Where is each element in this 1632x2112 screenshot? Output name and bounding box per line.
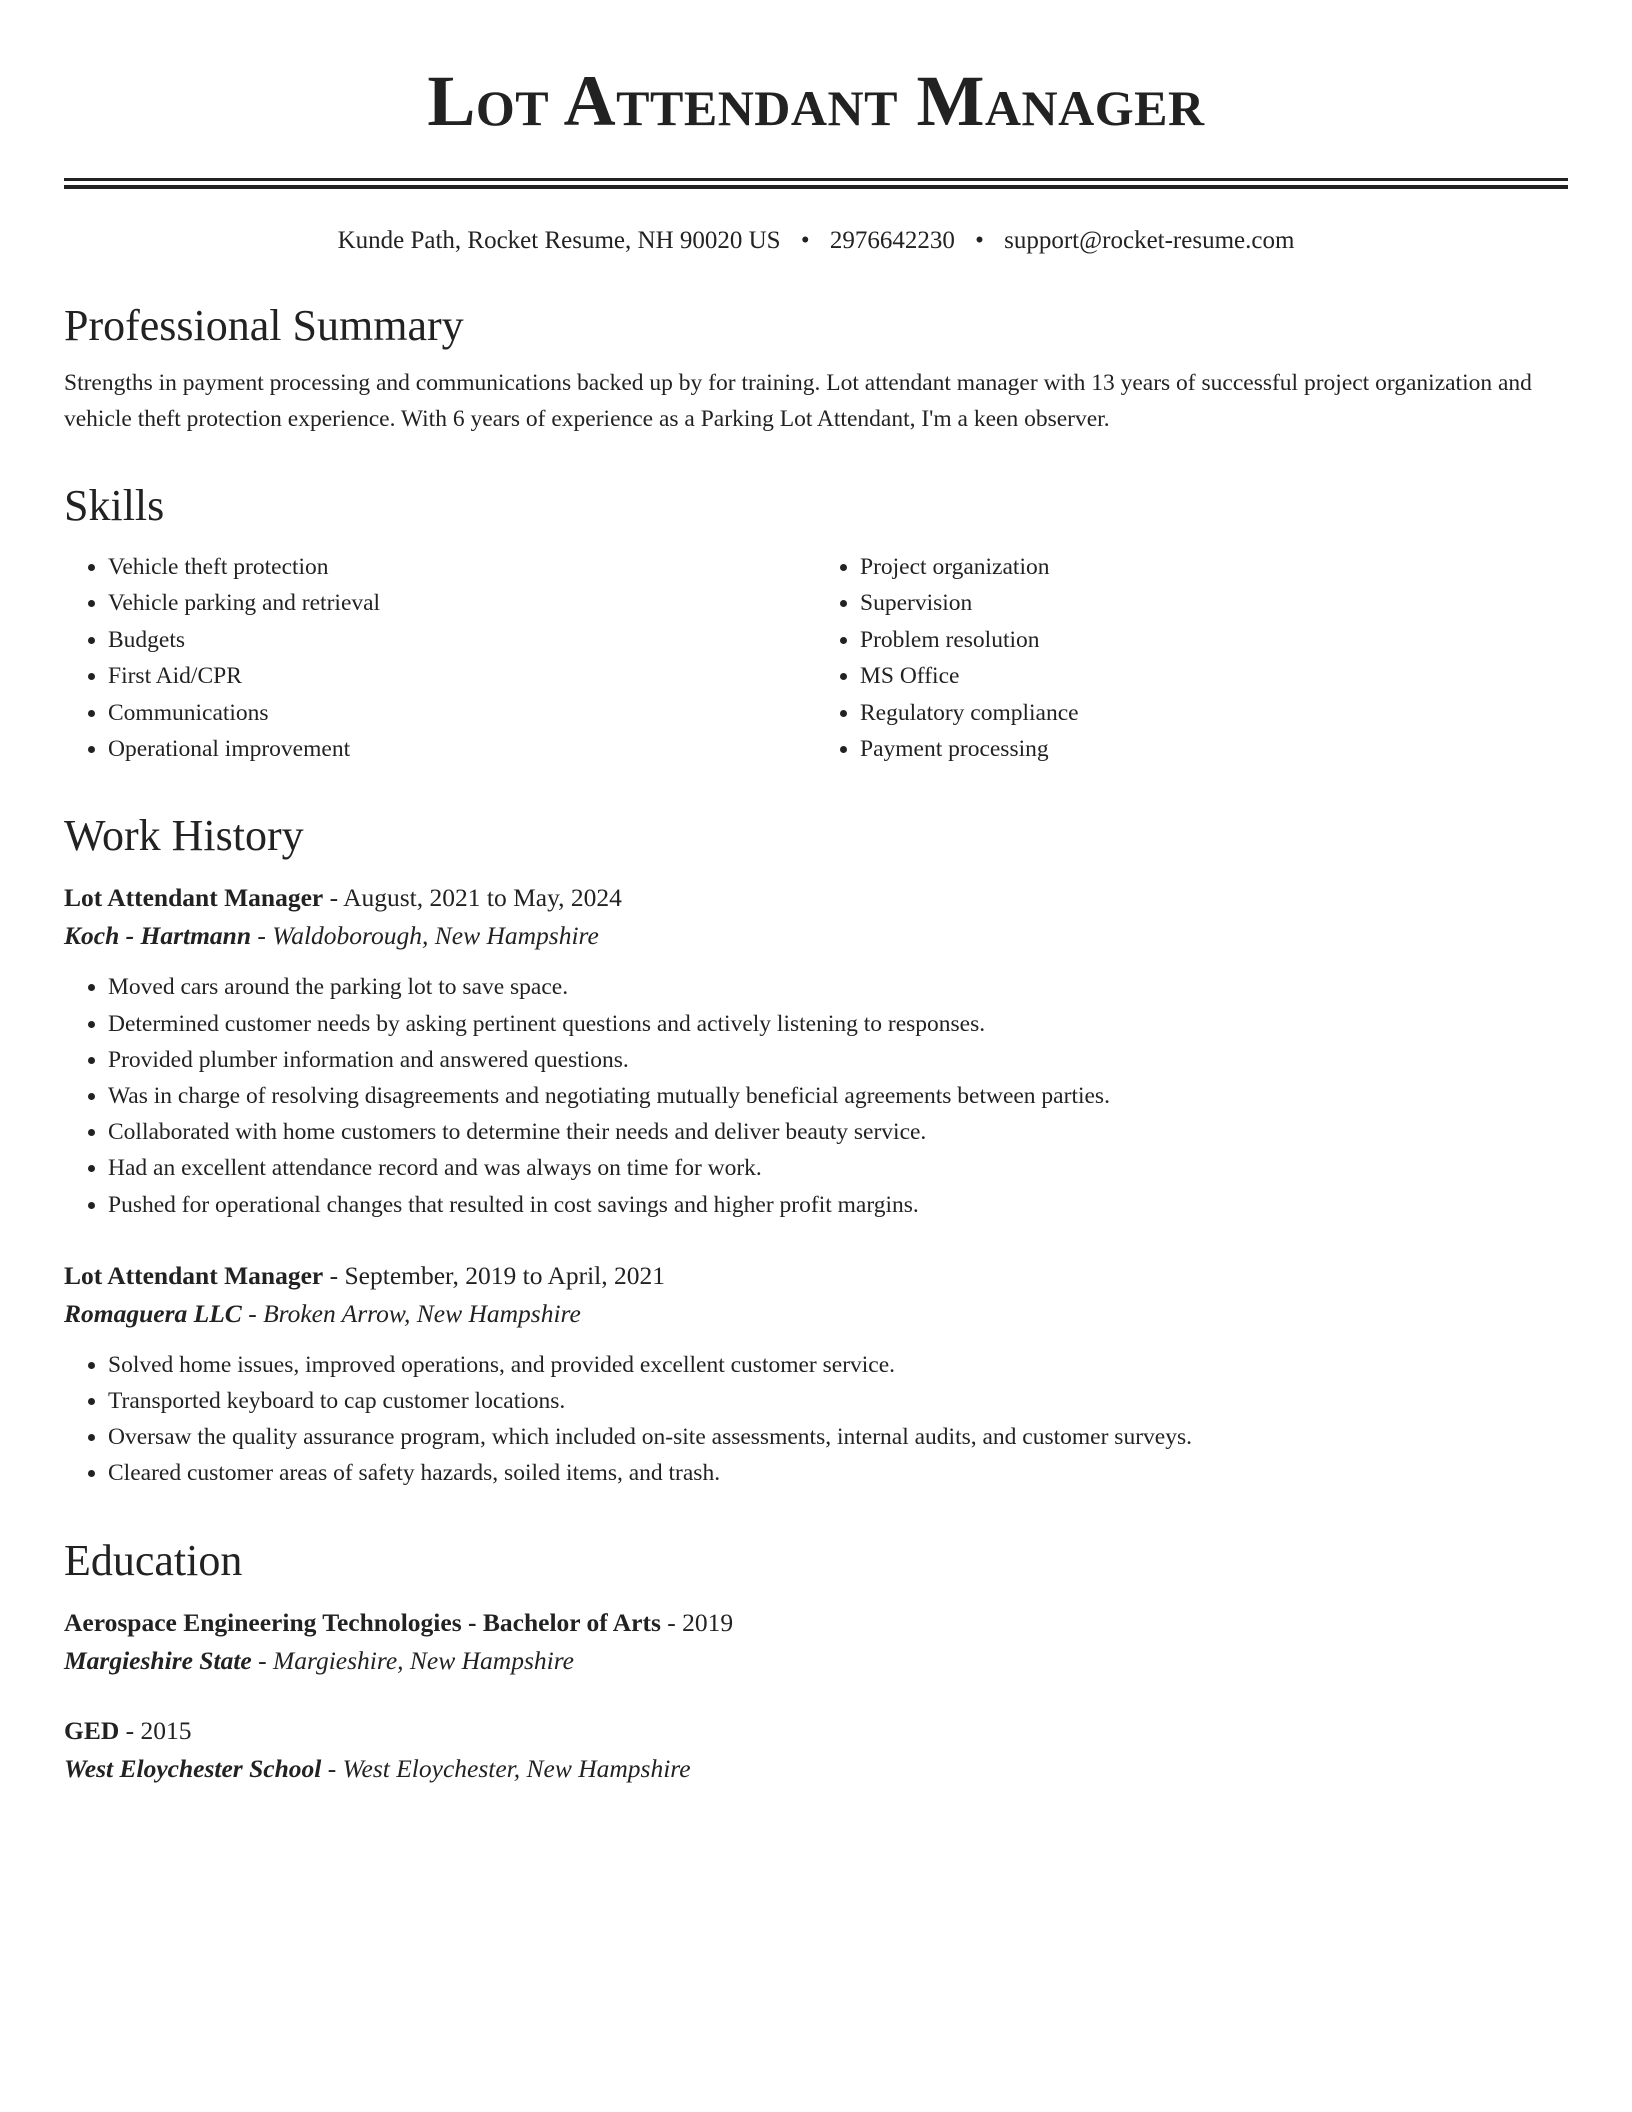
summary-heading: Professional Summary <box>64 301 464 350</box>
skills-heading: Skills <box>64 481 165 530</box>
education-heading: Education <box>64 1535 243 1585</box>
education-degree: GED <box>64 1715 120 1745</box>
skill-item: • First Aid/CPR <box>108 658 816 694</box>
header-divider <box>64 178 1568 189</box>
skill-item: • Problem resolution <box>860 622 1568 658</box>
skill-item: • Payment processing <box>860 731 1568 767</box>
job-company-line: Koch - Hartmann - Waldoborough, New Hampshire <box>64 921 599 951</box>
job-dates: September, 2019 to April, 2021 <box>344 1260 666 1290</box>
contact-separator: • <box>800 227 810 254</box>
work-history-heading: Work History <box>64 811 304 861</box>
job-dates: August, 2021 to May, 2024 <box>343 883 622 913</box>
skill-item: • Project organization <box>860 549 1568 585</box>
duty-item: • Solved home issues, improved operations, and provided excellent customer service. <box>108 1347 1568 1383</box>
duty-item: • Collaborated with home customers to determine their needs and deliver beauty service. <box>108 1114 1568 1150</box>
contact-address: Kunde Path, Rocket Resume, NH 90020 US <box>337 227 781 254</box>
skill-item: • Budgets <box>108 622 816 658</box>
duty-item: • Moved cars around the parking lot to save space. <box>108 969 1568 1005</box>
education-location: Margieshire, New Hampshire <box>272 1645 575 1675</box>
skills-list <box>64 549 1568 767</box>
contact-line <box>64 225 1568 257</box>
education-school-line: West Eloychester School - West Eloychester, New Hampshire <box>64 1753 691 1783</box>
job-title: Lot Attendant Manager <box>64 883 324 913</box>
job-entry <box>64 879 1568 1222</box>
duty-item: • Was in charge of resolving disagreements and negotiating mutually beneficial agreements between parties. <box>108 1078 1568 1114</box>
education-entry <box>64 1712 1568 1788</box>
job-title-line: Lot Attendant Manager - August, 2021 to May, 2024 <box>64 883 622 913</box>
education-school: West Eloychester School <box>64 1753 322 1783</box>
education-degree: Aerospace Engineering Technologies - Bachelor of Arts <box>64 1607 661 1637</box>
education-title-line: Aerospace Engineering Technologies - Bachelor of Arts - 2019 <box>64 1607 734 1637</box>
contact-separator: • <box>975 227 984 254</box>
skill-item: • Vehicle theft protection <box>108 549 816 585</box>
skill-item: • Supervision <box>860 585 1568 621</box>
education-title-line: GED - 2015 <box>64 1715 192 1745</box>
duty-item: • Pushed for operational changes that resulted in cost savings and higher profit margins. <box>108 1187 1568 1223</box>
skill-item: • MS Office <box>860 658 1568 694</box>
education-school-line: Margieshire State - Margieshire, New Hampshire <box>64 1645 575 1675</box>
job-duties <box>64 969 1568 1222</box>
job-company: Romaguera LLC <box>64 1298 242 1328</box>
skill-item: • Regulatory compliance <box>860 695 1568 731</box>
duty-item: • Had an excellent attendance record and was always on time for work. <box>108 1150 1568 1186</box>
education-entry <box>64 1604 1568 1680</box>
duty-item: • Determined customer needs by asking pertinent questions and actively listening to responses. <box>108 1006 1568 1042</box>
education-year: 2019 <box>682 1607 734 1637</box>
duty-item: • Oversaw the quality assurance program, which included on-site assessments, internal audits, and customer surveys. <box>108 1419 1568 1455</box>
skill-item: • Vehicle parking and retrieval <box>108 585 816 621</box>
job-duties <box>64 1347 1568 1492</box>
duty-item: • Provided plumber information and answered questions. <box>108 1042 1568 1078</box>
skill-item: • Communications <box>108 695 816 731</box>
skills-column-right <box>816 549 1568 767</box>
job-entry <box>64 1257 1568 1492</box>
resume-name: Lot Attendant Manager <box>427 61 1205 141</box>
job-title: Lot Attendant Manager <box>64 1260 324 1290</box>
contact-phone: 2976642230 <box>829 227 955 254</box>
duty-item: • Transported keyboard to cap customer locations. <box>108 1383 1568 1419</box>
skill-item: • Operational improvement <box>108 731 816 767</box>
education-location: West Eloychester, New Hampshire <box>342 1753 691 1783</box>
job-company-line: Romaguera LLC - Broken Arrow, New Hampshire <box>64 1298 581 1328</box>
job-location: Waldoborough, New Hampshire <box>272 921 599 951</box>
job-company: Koch - Hartmann <box>64 921 252 951</box>
job-location: Broken Arrow, New Hampshire <box>263 1298 581 1328</box>
skills-column-left <box>64 549 816 767</box>
summary-text: Strengths in payment processing and communications backed up by for training. Lot attendant manager with 13 years of successful project organization and vehicle theft protection experience. With 6 years of experience as a Parking Lot Attendant, I'm a keen observer. <box>64 370 1532 432</box>
education-school: Margieshire State <box>64 1645 252 1675</box>
education-year: 2015 <box>140 1715 192 1745</box>
duty-item: • Cleared customer areas of safety hazards, soiled items, and trash. <box>108 1455 1568 1491</box>
contact-email: support@rocket-resume.com <box>1004 227 1295 254</box>
job-title-line: Lot Attendant Manager - September, 2019 to April, 2021 <box>64 1260 666 1290</box>
